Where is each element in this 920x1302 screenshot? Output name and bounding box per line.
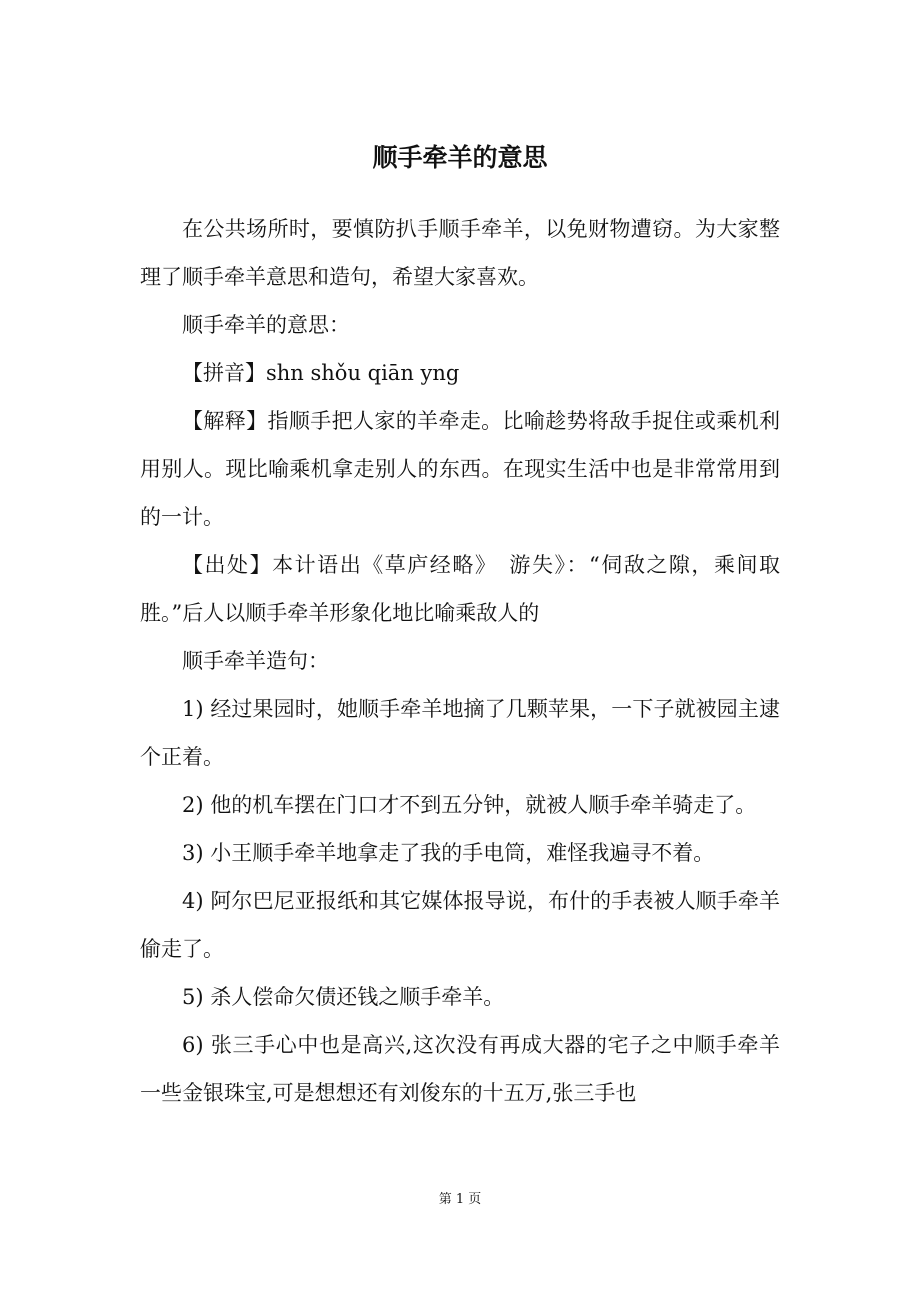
example-sentence-5: 5) 杀人偿命欠债还钱之顺手牵羊。 [182,985,505,1009]
example-sentence-4: 4) 阿尔巴尼亚报纸和其它媒体报导说，布什的手表被人顺手牵羊偷走了。 [140,889,780,961]
example-sentence-2: 2) 他的机车摆在门口才不到五分钟，就被人顺手牵羊骑走了。 [182,793,757,817]
paragraph-intro: 在公共场所时，要慎防扒手顺手牵羊，以免财物遭窃。为大家整理了顺手牵羊意思和造句，希望大家喜欢。 [140,217,780,289]
example-sentence-1: 1) 经过果园时，她顺手牵羊地摘了几颗苹果，一下子就被园主逮个正着。 [140,697,780,769]
paragraph-explanation: 【解释】指顺手把人家的羊牵走。比喻趁势将敌手捉住或乘机利用别人。现比喻乘机拿走别人的东西。在现实生活中也是非常常用到的一计。 [140,409,780,529]
document-body [140,205,780,1117]
example-sentence-3: 3) 小王顺手牵羊地拿走了我的手电筒，难怪我遍寻不着。 [182,841,715,865]
example-sentence-6: 6) 张三手心中也是高兴,这次没有再成大器的宅子之中顺手牵羊一些金银珠宝,可是想想还有刘俊东的十五万,张三手也 [140,1033,780,1105]
paragraph-examples-heading: 顺手牵羊造句： [182,649,329,673]
page-number: 第 1 页 [438,1192,482,1207]
paragraph-source: 【出处】本计语出《草庐经略》 游失》：“伺敌之隙，乘间取胜。”后人以顺手牵羊形象化地比喻乘敌人的 [140,553,780,625]
paragraph-meaning-heading: 顺手牵羊的意思： [182,313,350,337]
page-title: 顺手牵羊的意思 [372,143,548,172]
paragraph-pinyin: 【拼音】shn shǒu qiān yng [182,361,460,385]
